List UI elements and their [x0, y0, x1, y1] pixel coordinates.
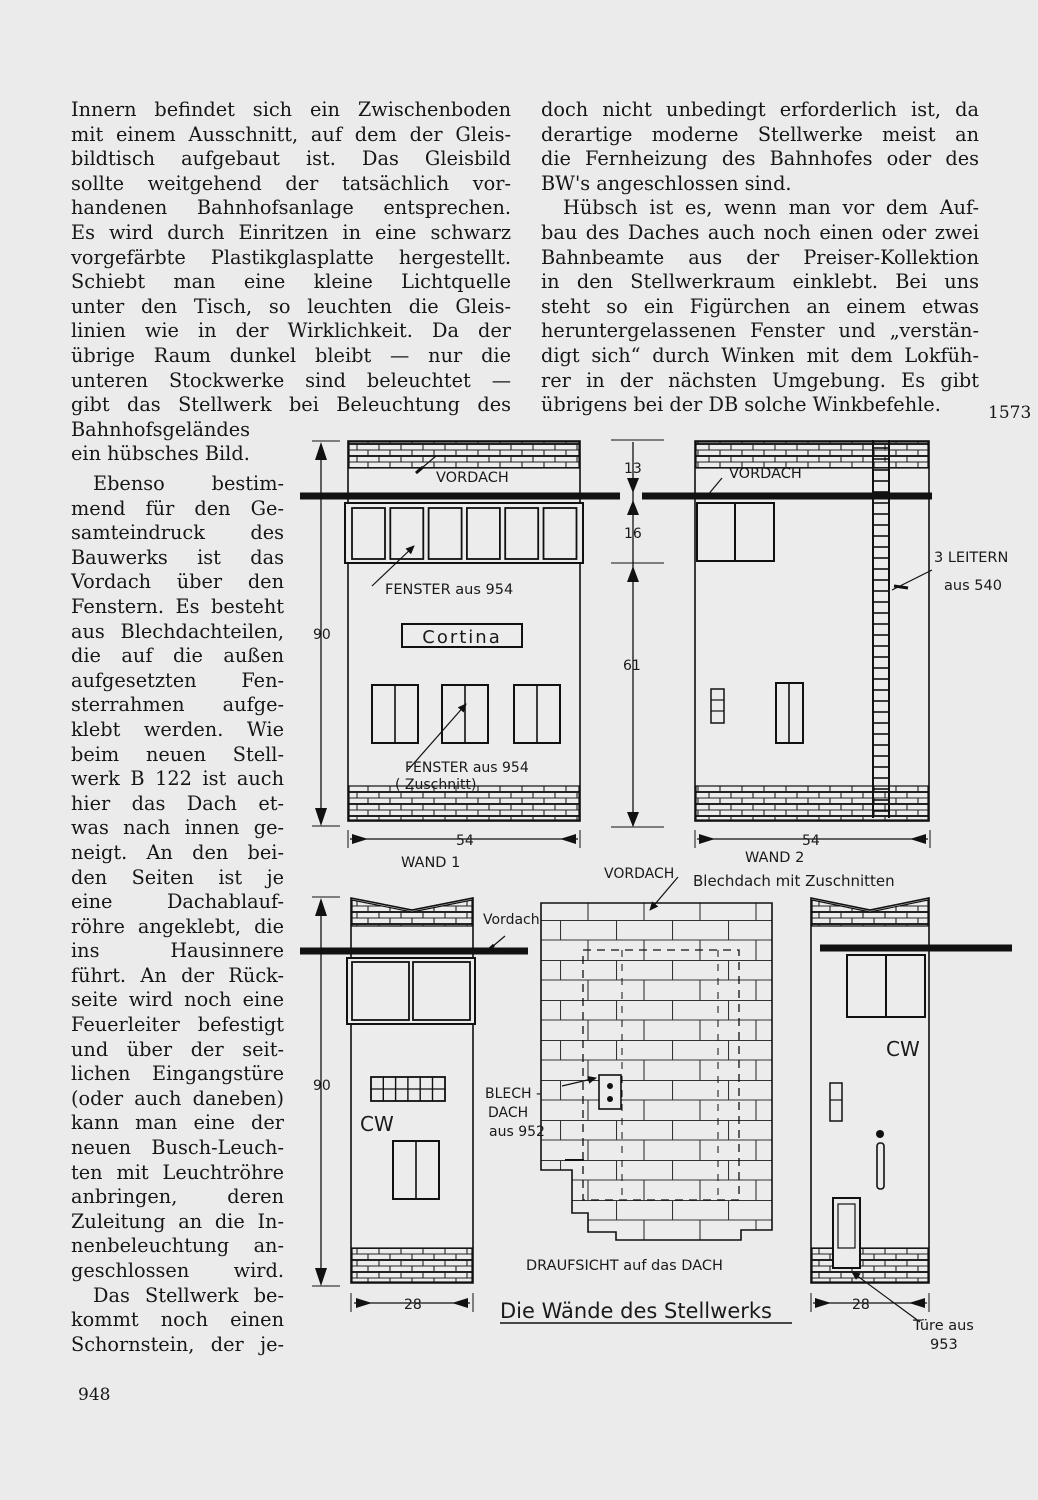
blechdach-label-2: DACH	[488, 1105, 529, 1121]
text-line: unter den Tisch, so leuchten die Gleis-	[71, 294, 511, 318]
dim-90-wand1: 90	[313, 627, 331, 643]
text-line: ins Hausinnere	[71, 939, 284, 963]
text-line: Bahnbeamte aus der Preiser-Kollektion	[541, 245, 979, 269]
text-line: Das Stellwerk be-	[93, 1283, 284, 1307]
text-line: ein hübsches Bild.	[71, 442, 250, 466]
leitern-label-1: 3 LEITERN	[934, 550, 1009, 566]
margin-number: 1573	[988, 403, 1032, 423]
text-line: heruntergelassenen Fenster und „verstän-	[541, 319, 979, 343]
vordach-label-wand1: VORDACH	[436, 470, 509, 486]
text-line: Schiebt man eine kleine Lichtquelle	[71, 270, 511, 294]
text-line: anbringen, deren	[71, 1185, 284, 1209]
text-line: was nach innen ge-	[71, 816, 284, 840]
text-line: Bauwerks ist das	[71, 545, 284, 569]
text-line: in den Stellwerkraum einklebt. Bei uns	[541, 270, 979, 294]
text-line: den Seiten ist je	[71, 865, 284, 889]
dim-54-wand1: 54	[456, 833, 474, 849]
side-wall-right-drawing	[811, 898, 1012, 1322]
vordach-label-roof: VORDACH	[604, 866, 675, 882]
vordach-label-side-left: Vordach	[483, 912, 540, 928]
text-line: samteindruck des	[71, 521, 284, 545]
text-line: bildtisch aufgebaut ist. Das Gleisbild	[71, 147, 511, 171]
wand-1-label: WAND 1	[401, 855, 461, 871]
left-column-top-text	[71, 98, 511, 467]
text-line: mit einem Ausschnitt, auf dem der Gleis-	[71, 122, 511, 146]
text-line: die auf die außen	[71, 644, 284, 668]
blechdach-label-1: BLECH -	[485, 1086, 542, 1102]
tuere-label-1: Türe aus	[913, 1318, 974, 1334]
dim-16: 16	[624, 526, 642, 542]
fenster-top-label: FENSTER aus 954	[385, 582, 514, 598]
text-line: (oder auch daneben)	[71, 1086, 284, 1110]
figure-caption: Die Wände des Stellwerks	[500, 1299, 772, 1323]
text-line: Ebenso bestim-	[93, 472, 284, 495]
text-line: aus Blechdachteilen,	[71, 619, 284, 643]
dim-90-side-left: 90	[313, 1078, 331, 1094]
text-line: übrige Raum dunkel bleibt — nur die	[71, 343, 511, 367]
text-line: Vordach über den	[71, 570, 284, 594]
text-line: aufgesetzten Fen-	[71, 668, 284, 692]
cortina-sign-label: Cortina	[422, 627, 502, 648]
text-line: digt sich“ durch Winken mit dem Lokfüh-	[541, 343, 979, 367]
cw-label-side-right: CW	[886, 1037, 920, 1061]
text-line: eine Dachablauf-	[71, 890, 284, 914]
right-column-text	[541, 98, 979, 418]
draufsicht-label: DRAUFSICHT auf das DACH	[526, 1258, 723, 1274]
text-line: hier das Dach et-	[71, 791, 284, 815]
text-line: doch nicht unbedingt erforderlich ist, da	[541, 98, 979, 121]
fenster-bottom-label: FENSTER aus 954	[405, 760, 529, 776]
text-line: kann man eine der	[71, 1111, 284, 1135]
text-line: klebt werden. Wie	[71, 717, 284, 741]
tuere-label-2: 953	[930, 1337, 958, 1353]
dim-28-side-right: 28	[852, 1297, 870, 1313]
text-line: die Fernheizung des Bahnhofes oder des	[541, 147, 979, 171]
wand-2-drawing	[642, 440, 932, 848]
text-line: röhre angeklebt, die	[71, 914, 284, 938]
text-line: neigt. An den bei-	[71, 840, 284, 864]
text-line: sollte weitgehend der tatsächlich vor-	[71, 171, 511, 195]
text-line: werk B 122 ist auch	[71, 767, 284, 791]
text-line: Hübsch ist es, wenn man vor dem Auf-	[563, 196, 979, 220]
page-number: 948	[78, 1385, 111, 1405]
text-line: mend für den Ge-	[71, 496, 284, 520]
dim-28-side-left: 28	[404, 1297, 422, 1313]
roof-top-view-drawing	[541, 877, 772, 1240]
text-line: bau des Daches auch noch einen oder zwei	[541, 220, 979, 244]
text-line: gibt das Stellwerk bei Beleuchtung des	[71, 393, 511, 417]
text-line: Feuerleiter befestigt	[71, 1013, 284, 1037]
text-line: nenbeleuchtung an-	[71, 1234, 284, 1258]
text-line: Bahnhofsgeländes	[71, 417, 251, 441]
text-line: unteren Stockwerke sind beleuchtet —	[71, 368, 511, 392]
text-line: Schornstein, der je-	[71, 1332, 284, 1356]
dim-54-wand2: 54	[802, 833, 820, 849]
stellwerk-walls-figure	[288, 428, 1028, 1388]
text-line: rer in der nächsten Umgebung. Es gibt	[541, 368, 979, 392]
cw-label-side-left: CW	[360, 1112, 394, 1136]
text-line: führt. An der Rück-	[71, 963, 284, 987]
text-line: Fenstern. Es besteht	[71, 594, 284, 618]
text-line: neuen Busch-Leuch-	[71, 1136, 284, 1160]
text-line: sterrahmen aufge-	[71, 693, 284, 717]
blechdach-top-label: Blechdach mit Zuschnitten	[693, 872, 895, 890]
text-line: geschlossen wird.	[71, 1259, 284, 1282]
text-line: derartige moderne Stellwerke meist an	[541, 122, 979, 146]
text-line: und über der seit-	[71, 1037, 284, 1061]
text-line: Innern befindet sich ein Zwischenboden	[71, 98, 511, 121]
dim-61: 61	[623, 658, 641, 674]
text-line: seite wird noch eine	[71, 988, 284, 1012]
text-line: kommt noch einen	[71, 1308, 284, 1332]
text-line: ten mit Leuchtröhre	[71, 1160, 284, 1184]
text-line: beim neuen Stell-	[71, 742, 284, 766]
text-line: BW's angeschlossen sind.	[541, 171, 792, 195]
vordach-label-wand2: VORDACH	[729, 466, 802, 482]
left-column-narrow-text	[71, 472, 284, 1357]
dim-13: 13	[624, 461, 642, 477]
zuschnitt-label: ( Zuschnitt)	[395, 777, 477, 793]
leitern-label-2: aus 540	[944, 578, 1002, 594]
text-line: steht so ein Figürchen an einem etwas	[541, 294, 979, 318]
text-line: lichen Eingangstüre	[71, 1062, 284, 1086]
blechdach-label-3: aus 952	[489, 1124, 545, 1140]
wand-2-label: WAND 2	[745, 850, 805, 866]
text-line: handenen Bahnhofsanlage entsprechen.	[71, 196, 511, 220]
text-line: linien wie in der Wirklichkeit. Da der	[71, 319, 511, 343]
text-line: Zuleitung an die In-	[71, 1209, 284, 1233]
text-line: vorgefärbte Plastikglasplatte hergestellt.	[71, 245, 511, 269]
text-line: Es wird durch Einritzen in eine schwarz	[71, 220, 511, 244]
text-line: übrigens bei der DB solche Winkbefehle.	[541, 393, 941, 417]
